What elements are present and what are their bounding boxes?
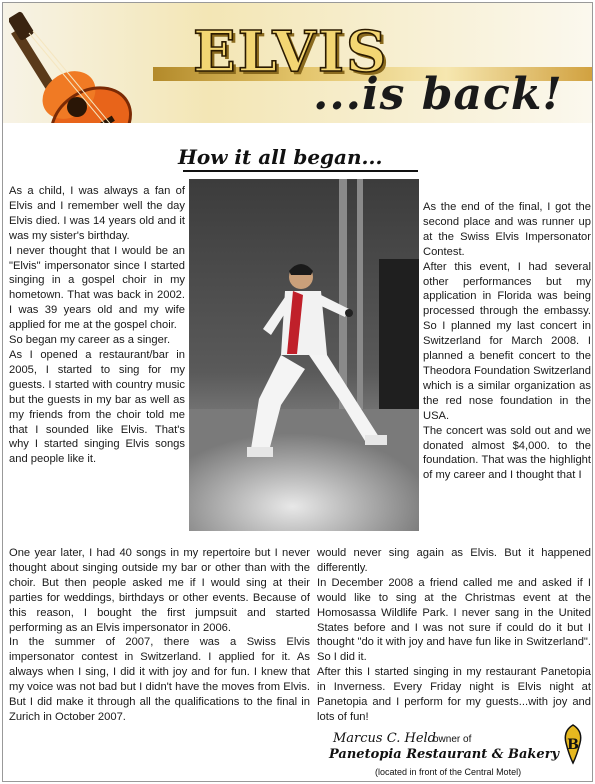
signature-name: Marcus C. Held xyxy=(333,731,436,746)
paragraph: So began my career as a singer. xyxy=(9,334,171,347)
header-title: ELVIS xyxy=(193,19,389,85)
paragraph: The concert was sold out and we donated almost $4,000. to the foundation. That was the highlight of my career and I thought that I xyxy=(423,424,591,482)
svg-text:B: B xyxy=(567,737,579,753)
paragraph: As a child, I was always a fan of Elvis and I remember well the day Elvis died. I was 14 years old and it was my sister's birthday. xyxy=(9,185,185,242)
article-column-1 xyxy=(9,184,185,467)
paragraph: In the summer of 2007, there was a Swiss Elvis impersonator contest in Switzerland. I applied for it. As always when I sing, I did it with joy and for fun. I knew that my voice was not bad but I didn't have the moves from Elvis. But I did make it through all the qualifications to the final in Zurich in October 2007. xyxy=(9,636,310,723)
subtitle-underline xyxy=(183,170,418,172)
signature-business: Panetopia Restaurant & Bakery xyxy=(329,747,560,762)
paragraph: As I opened a restaurant/bar in 2005, I started to sing for my guests. I started with country music but the guests in my bar as well as my friends from the choir told me that I sounded like Elvis. That's why I started singing Elvis songs and people like it. xyxy=(9,348,185,466)
page xyxy=(2,2,593,782)
paragraph: As the end of the final, I got the second place and was runner up at the Swiss Elvis Impersonator Contest. xyxy=(423,201,591,258)
logo-icon xyxy=(560,723,586,765)
paragraph: would never sing again as Elvis. But it happened differently. xyxy=(317,547,591,574)
article-column-2 xyxy=(423,200,591,483)
header-tagline: ...is back! xyxy=(313,69,563,120)
article-column-3 xyxy=(9,546,310,725)
guitar-icon xyxy=(9,11,159,123)
performer-photo xyxy=(189,179,419,531)
signature-location: (located in front of the Central Motel) xyxy=(375,767,522,777)
paragraph: In December 2008 a friend called me and asked if I would like to sing at the Christmas event at the Homosassa Wildlife Park. I never sang in the United States before and I was not sure if could do it but I thought "do it with joy and have fun like in Switzerland". So I did it. xyxy=(317,576,591,664)
paragraph: After this event, I had several other performances but my application in Florida was being processed through the embassy. So I planned my last concert in Switzerland for March 2008. I planned a benefit concert to the Theodora Foundation Switzerland which is a similar organization as the red nose foundation in the USA. xyxy=(423,260,591,422)
header-banner xyxy=(3,3,592,123)
signature-role: owner of xyxy=(433,734,472,745)
paragraph: One year later, I had 40 songs in my repertoire but I never thought about singing outside my bar or other than with the choir. But then people asked me if I would sing at their parties for weddings, birthdays or other events. Because of this reason, I bought the first jumpsuit and started performing as an Elvis impersonator in 2006. xyxy=(9,547,310,634)
subtitle: How it all began... xyxy=(178,145,383,169)
paragraph: I never thought that I would be an "Elvis" impersonator since I started singing in a gospel choir in my hometown. That was back in 2002. I was 39 years old and my wife applied for me at the gospel choir. xyxy=(9,244,185,332)
paragraph: After this I started singing in my restaurant Panetopia in Inverness. Every Friday night is Elvis night at Panetopia and I perform for my guests...with joy and lots of fun! xyxy=(317,666,591,723)
article-column-4 xyxy=(317,546,591,725)
